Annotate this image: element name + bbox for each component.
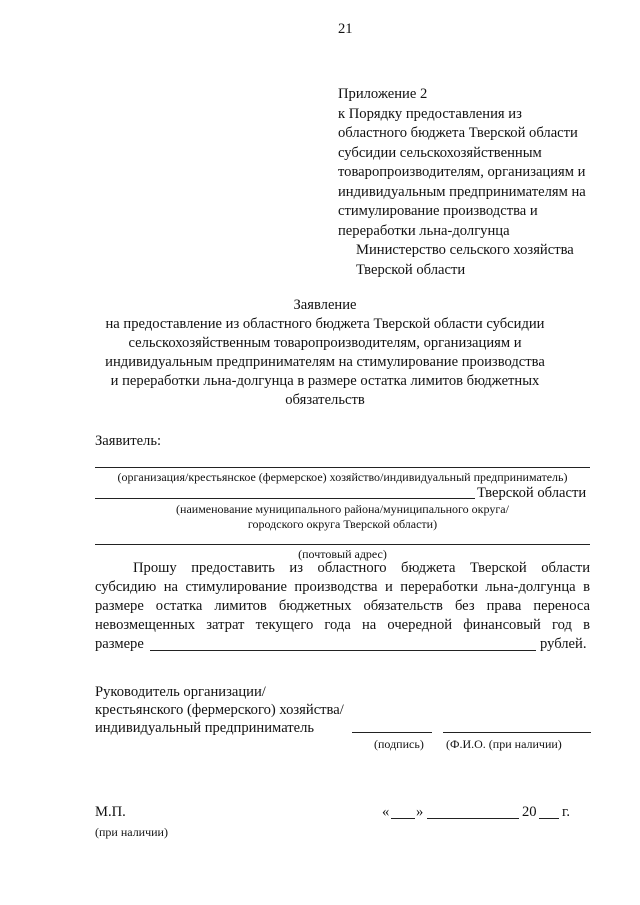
- applicant-label: Заявитель:: [95, 433, 162, 449]
- request-line: невозмещенных затрат текущего года на очередной финансовый год в: [95, 617, 590, 633]
- amount-suffix: рублей.: [540, 636, 587, 652]
- full-name-hint: (Ф.И.О. (при наличии): [446, 737, 562, 751]
- appendix-line: к Порядку предоставления из: [338, 105, 522, 122]
- appendix-line: товаропроизводителям, организациям и: [338, 164, 586, 180]
- addressee-line: Министерство сельского хозяйства: [356, 242, 574, 258]
- addressee-block: [356, 241, 574, 280]
- appendix-line: стимулирование производства и: [338, 203, 538, 219]
- org-hint: (организация/крестьянское (фермерское) хозяйство/индивидуальный предприниматель): [117, 470, 568, 484]
- date-month-field[interactable]: [427, 818, 519, 819]
- title-heading: Заявление: [293, 297, 357, 313]
- request-line: Прошу предоставить из областного бюджета Тверской области: [133, 560, 590, 576]
- title-line: индивидуальным предпринимателям на стимулирование производства: [105, 354, 545, 370]
- signature-hint: (подпись): [374, 737, 424, 751]
- municipality-hint-2: городского округа Тверской области): [247, 517, 438, 531]
- municipality-field[interactable]: [95, 498, 475, 499]
- appendix-line: индивидуальным предпринимателям на: [338, 183, 586, 200]
- postal-address-field[interactable]: [95, 544, 590, 545]
- region-suffix: Тверской области: [477, 485, 587, 501]
- page-number: 21: [338, 21, 353, 37]
- title-line: сельскохозяйственным товаропроизводителям, организациям и: [128, 335, 522, 351]
- request-line: субсидию на стимулирование производства и переработки льна-долгунца в: [95, 579, 590, 595]
- municipality-hint-1: (наименование муниципального района/муниципального округа/: [176, 502, 509, 516]
- date-open-quote: «: [382, 804, 390, 820]
- appendix-line: Приложение 2: [338, 86, 428, 102]
- date-year-prefix: 20: [522, 804, 537, 820]
- amount-prefix: размере: [95, 636, 144, 652]
- signatory-line: крестьянского (фермерского) хозяйства/: [95, 702, 344, 718]
- full-name-field[interactable]: [443, 732, 591, 733]
- title-line: и переработки льна-долгунца в размере остатка лимитов бюджетных: [110, 373, 540, 389]
- request-line: размере остатка лимитов бюджетных обязательств без права переноса: [95, 598, 590, 614]
- addressee-line: Тверской области: [356, 261, 466, 278]
- title-line: обязательств: [285, 392, 365, 408]
- title-line: на предоставление из областного бюджета Тверской области субсидии: [105, 316, 545, 332]
- signature-field[interactable]: [352, 732, 432, 733]
- date-year-suffix: г.: [562, 804, 570, 820]
- address-hint: (почтовый адрес): [298, 547, 387, 561]
- appendix-line: субсидии сельскохозяйственным: [338, 144, 542, 161]
- document-title: [60, 296, 590, 410]
- date-year-field[interactable]: [539, 818, 559, 819]
- date-close-quote: »: [416, 804, 424, 820]
- signature-block: [95, 683, 344, 737]
- org-name-field[interactable]: [95, 467, 590, 468]
- stamp-hint: (при наличии): [95, 825, 168, 839]
- signatory-line: Руководитель организации/: [95, 684, 266, 700]
- date-day-field[interactable]: [391, 818, 415, 819]
- amount-field[interactable]: [150, 650, 536, 651]
- appendix-block: [338, 85, 586, 241]
- appendix-line: переработки льна-долгунца: [338, 222, 510, 239]
- signatory-line: индивидуальный предприниматель: [95, 720, 315, 736]
- request-paragraph: [95, 559, 590, 635]
- appendix-line: областного бюджета Тверской области: [338, 125, 578, 141]
- stamp-label: М.П.: [95, 804, 126, 820]
